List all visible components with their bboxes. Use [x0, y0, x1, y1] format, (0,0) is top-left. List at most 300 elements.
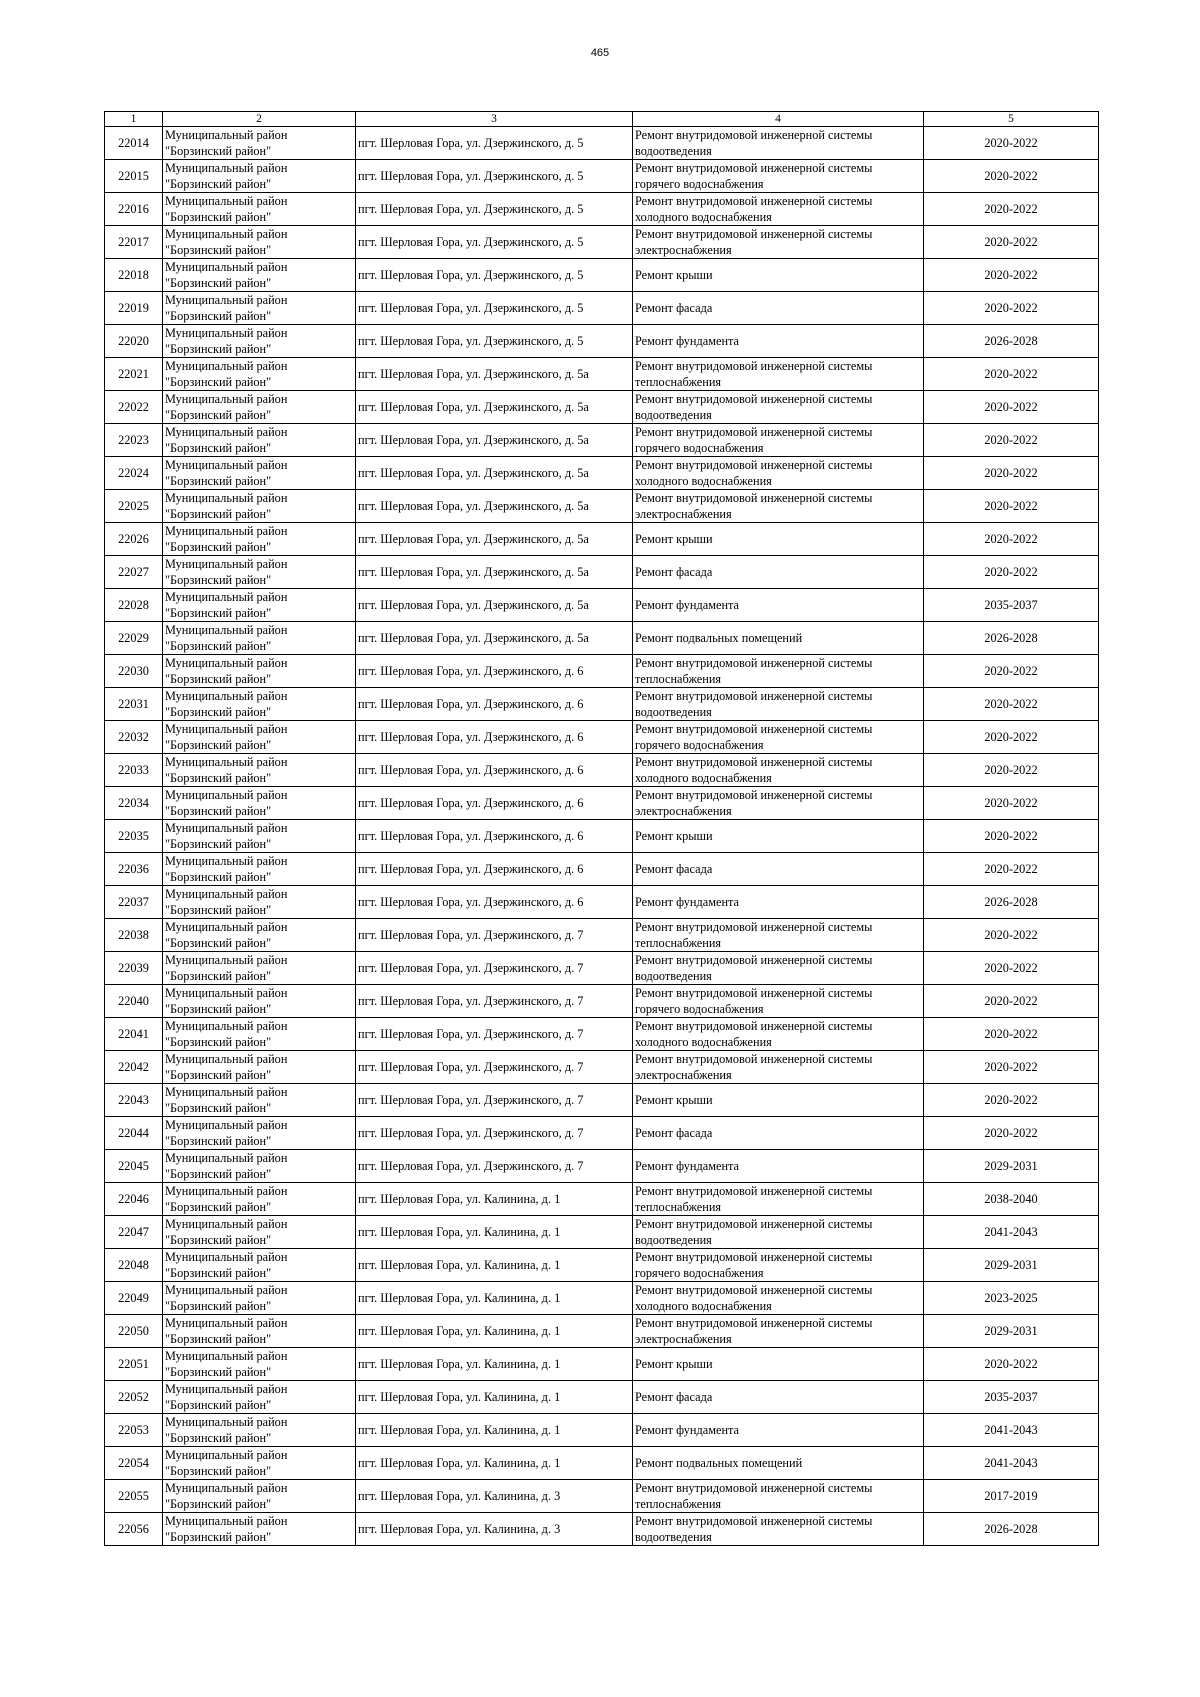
municipality-cell	[163, 391, 356, 424]
address-cell: пгт. Шерловая Гора, ул. Дзержинского, д. 6	[356, 853, 633, 886]
municipality-line-1: Муниципальный район	[165, 854, 288, 868]
municipality-line-1: Муниципальный район	[165, 1184, 288, 1198]
period-cell: 2029-2031	[924, 1249, 1099, 1282]
municipality-line-2: "Борзинский район"	[165, 1398, 272, 1412]
work-type-line-2: теплоснабжения	[635, 1497, 722, 1511]
work-type-line-1: Ремонт внутридомовой инженерной системы	[635, 1250, 873, 1264]
work-type-line-2: электроснабжения	[635, 243, 732, 257]
work-type-line-1: Ремонт фундамента	[635, 1159, 740, 1173]
table-row	[105, 259, 1099, 292]
address-cell: пгт. Шерловая Гора, ул. Дзержинского, д. 5	[356, 193, 633, 226]
row-number-cell: 22026	[105, 523, 163, 556]
address-cell: пгт. Шерловая Гора, ул. Калинина, д. 1	[356, 1447, 633, 1480]
work-type-line-1: Ремонт крыши	[635, 268, 713, 282]
work-type-cell	[633, 1381, 924, 1414]
table-row	[105, 1183, 1099, 1216]
municipality-line-2: "Борзинский район"	[165, 210, 272, 224]
period-cell: 2038-2040	[924, 1183, 1099, 1216]
row-number-cell: 22050	[105, 1315, 163, 1348]
address-cell: пгт. Шерловая Гора, ул. Калинина, д. 1	[356, 1183, 633, 1216]
municipality-cell	[163, 1348, 356, 1381]
address-cell: пгт. Шерловая Гора, ул. Дзержинского, д. 5	[356, 127, 633, 160]
municipality-cell	[163, 1249, 356, 1282]
table-row	[105, 886, 1099, 919]
period-cell: 2020-2022	[924, 952, 1099, 985]
municipality-line-1: Муниципальный район	[165, 326, 288, 340]
work-type-line-1: Ремонт внутридомовой инженерной системы	[635, 1217, 873, 1231]
work-type-line-2: электроснабжения	[635, 1068, 732, 1082]
work-type-cell	[633, 688, 924, 721]
municipality-line-1: Муниципальный район	[165, 1217, 288, 1231]
work-type-cell	[633, 721, 924, 754]
municipality-line-2: "Борзинский район"	[165, 738, 272, 752]
municipality-cell	[163, 1117, 356, 1150]
work-type-line-1: Ремонт внутридомовой инженерной системы	[635, 491, 873, 505]
municipality-line-2: "Борзинский район"	[165, 408, 272, 422]
municipality-cell	[163, 358, 356, 391]
municipality-cell	[163, 1150, 356, 1183]
column-header-1: 1	[105, 112, 163, 127]
municipality-line-1: Муниципальный район	[165, 1250, 288, 1264]
work-type-cell	[633, 853, 924, 886]
work-type-cell	[633, 127, 924, 160]
municipality-cell	[163, 424, 356, 457]
municipality-line-2: "Борзинский район"	[165, 1233, 272, 1247]
work-type-line-1: Ремонт внутридомовой инженерной системы	[635, 755, 873, 769]
work-type-cell	[633, 226, 924, 259]
table-row	[105, 688, 1099, 721]
work-type-line-1: Ремонт крыши	[635, 532, 713, 546]
work-type-line-2: горячего водоснабжения	[635, 441, 764, 455]
municipality-line-1: Муниципальный район	[165, 1316, 288, 1330]
work-type-line-1: Ремонт внутридомовой инженерной системы	[635, 458, 873, 472]
column-header-3: 3	[356, 112, 633, 127]
period-cell: 2020-2022	[924, 490, 1099, 523]
municipality-line-2: "Борзинский район"	[165, 375, 272, 389]
address-cell: пгт. Шерловая Гора, ул. Дзержинского, д. 6	[356, 655, 633, 688]
period-cell: 2020-2022	[924, 1348, 1099, 1381]
table-row	[105, 1315, 1099, 1348]
period-cell: 2020-2022	[924, 226, 1099, 259]
row-number-cell: 22049	[105, 1282, 163, 1315]
period-cell: 2020-2022	[924, 523, 1099, 556]
table-row	[105, 292, 1099, 325]
municipality-line-1: Муниципальный район	[165, 1481, 288, 1495]
work-type-cell	[633, 292, 924, 325]
address-cell: пгт. Шерловая Гора, ул. Дзержинского, д. 5	[356, 226, 633, 259]
address-cell: пгт. Шерловая Гора, ул. Дзержинского, д. 7	[356, 1150, 633, 1183]
municipality-line-2: "Борзинский район"	[165, 243, 272, 257]
municipality-line-1: Муниципальный район	[165, 1415, 288, 1429]
municipality-cell	[163, 325, 356, 358]
work-type-line-1: Ремонт внутридомовой инженерной системы	[635, 1184, 873, 1198]
row-number-cell: 22030	[105, 655, 163, 688]
municipality-cell	[163, 952, 356, 985]
municipality-line-1: Муниципальный район	[165, 1052, 288, 1066]
work-type-line-2: холодного водоснабжения	[635, 210, 772, 224]
work-type-line-1: Ремонт фасада	[635, 1126, 713, 1140]
table-row	[105, 325, 1099, 358]
work-type-line-1: Ремонт внутридомовой инженерной системы	[635, 194, 873, 208]
address-cell: пгт. Шерловая Гора, ул. Дзержинского, д. 5а	[356, 391, 633, 424]
municipality-line-1: Муниципальный район	[165, 1085, 288, 1099]
period-cell: 2020-2022	[924, 1117, 1099, 1150]
period-cell: 2020-2022	[924, 820, 1099, 853]
work-type-cell	[633, 1183, 924, 1216]
municipality-line-2: "Борзинский район"	[165, 606, 272, 620]
municipality-cell	[163, 1513, 356, 1546]
row-number-cell: 22025	[105, 490, 163, 523]
work-type-cell	[633, 1348, 924, 1381]
table-row	[105, 1051, 1099, 1084]
work-type-cell	[633, 787, 924, 820]
period-cell: 2020-2022	[924, 259, 1099, 292]
address-cell: пгт. Шерловая Гора, ул. Дзержинского, д. 5а	[356, 622, 633, 655]
table-row	[105, 754, 1099, 787]
municipality-cell	[163, 259, 356, 292]
work-type-cell	[633, 1480, 924, 1513]
municipality-line-2: "Борзинский район"	[165, 969, 272, 983]
address-cell: пгт. Шерловая Гора, ул. Дзержинского, д. 6	[356, 886, 633, 919]
work-type-line-1: Ремонт фасада	[635, 862, 713, 876]
municipality-line-1: Муниципальный район	[165, 227, 288, 241]
period-cell: 2041-2043	[924, 1414, 1099, 1447]
municipality-cell	[163, 787, 356, 820]
work-type-line-1: Ремонт внутридомовой инженерной системы	[635, 1481, 873, 1495]
municipality-line-2: "Борзинский район"	[165, 705, 272, 719]
row-number-cell: 22019	[105, 292, 163, 325]
table-row	[105, 1117, 1099, 1150]
table-row	[105, 919, 1099, 952]
table-row	[105, 622, 1099, 655]
municipality-line-1: Муниципальный район	[165, 590, 288, 604]
table-row	[105, 457, 1099, 490]
period-cell: 2020-2022	[924, 754, 1099, 787]
address-cell: пгт. Шерловая Гора, ул. Дзержинского, д. 5а	[356, 523, 633, 556]
municipality-cell	[163, 886, 356, 919]
municipality-line-1: Муниципальный район	[165, 392, 288, 406]
period-cell: 2020-2022	[924, 688, 1099, 721]
municipality-line-1: Муниципальный район	[165, 623, 288, 637]
work-type-line-1: Ремонт внутридомовой инженерной системы	[635, 161, 873, 175]
work-type-cell	[633, 457, 924, 490]
row-number-cell: 22041	[105, 1018, 163, 1051]
period-cell: 2029-2031	[924, 1315, 1099, 1348]
row-number-cell: 22020	[105, 325, 163, 358]
address-cell: пгт. Шерловая Гора, ул. Дзержинского, д. 7	[356, 1117, 633, 1150]
work-type-cell	[633, 985, 924, 1018]
work-type-line-1: Ремонт фасада	[635, 301, 713, 315]
work-type-line-1: Ремонт внутридомовой инженерной системы	[635, 920, 873, 934]
municipality-line-2: "Борзинский район"	[165, 1497, 272, 1511]
work-type-line-1: Ремонт крыши	[635, 1093, 713, 1107]
municipality-line-2: "Борзинский район"	[165, 1530, 272, 1544]
work-type-cell	[633, 160, 924, 193]
address-cell: пгт. Шерловая Гора, ул. Дзержинского, д. 6	[356, 688, 633, 721]
work-type-cell	[633, 358, 924, 391]
period-cell: 2020-2022	[924, 985, 1099, 1018]
work-type-cell	[633, 1249, 924, 1282]
row-number-cell: 22037	[105, 886, 163, 919]
municipality-cell	[163, 160, 356, 193]
municipality-cell	[163, 1216, 356, 1249]
table-row	[105, 1282, 1099, 1315]
municipality-line-1: Муниципальный район	[165, 425, 288, 439]
municipality-cell	[163, 655, 356, 688]
work-type-line-1: Ремонт фасада	[635, 1390, 713, 1404]
work-type-cell	[633, 622, 924, 655]
address-cell: пгт. Шерловая Гора, ул. Дзержинского, д. 5а	[356, 358, 633, 391]
municipality-line-1: Муниципальный район	[165, 788, 288, 802]
table-row	[105, 490, 1099, 523]
municipality-line-1: Муниципальный район	[165, 293, 288, 307]
table-row	[105, 1381, 1099, 1414]
address-cell: пгт. Шерловая Гора, ул. Калинина, д. 1	[356, 1216, 633, 1249]
address-cell: пгт. Шерловая Гора, ул. Дзержинского, д. 5а	[356, 424, 633, 457]
work-type-cell	[633, 193, 924, 226]
address-cell: пгт. Шерловая Гора, ул. Дзержинского, д. 5	[356, 259, 633, 292]
row-number-cell: 22051	[105, 1348, 163, 1381]
municipality-line-2: "Борзинский район"	[165, 903, 272, 917]
table-row	[105, 556, 1099, 589]
row-number-cell: 22021	[105, 358, 163, 391]
municipality-line-1: Муниципальный район	[165, 689, 288, 703]
municipality-line-2: "Борзинский район"	[165, 1464, 272, 1478]
address-cell: пгт. Шерловая Гора, ул. Дзержинского, д. 7	[356, 919, 633, 952]
row-number-cell: 22044	[105, 1117, 163, 1150]
municipality-cell	[163, 1480, 356, 1513]
period-cell: 2020-2022	[924, 787, 1099, 820]
municipality-cell	[163, 1315, 356, 1348]
work-type-line-1: Ремонт внутридомовой инженерной системы	[635, 425, 873, 439]
address-cell: пгт. Шерловая Гора, ул. Дзержинского, д. 5	[356, 325, 633, 358]
municipality-line-1: Муниципальный район	[165, 161, 288, 175]
municipality-line-2: "Борзинский район"	[165, 1035, 272, 1049]
period-cell: 2023-2025	[924, 1282, 1099, 1315]
address-cell: пгт. Шерловая Гора, ул. Дзержинского, д. 7	[356, 1018, 633, 1051]
address-cell: пгт. Шерловая Гора, ул. Дзержинского, д. 5	[356, 292, 633, 325]
table-row	[105, 1150, 1099, 1183]
municipality-line-1: Муниципальный район	[165, 1514, 288, 1528]
period-cell: 2020-2022	[924, 853, 1099, 886]
municipality-line-2: "Борзинский район"	[165, 1266, 272, 1280]
row-number-cell: 22046	[105, 1183, 163, 1216]
row-number-cell: 22053	[105, 1414, 163, 1447]
municipality-line-2: "Борзинский район"	[165, 771, 272, 785]
period-cell: 2020-2022	[924, 193, 1099, 226]
work-type-cell	[633, 886, 924, 919]
municipality-line-2: "Борзинский район"	[165, 1134, 272, 1148]
municipality-line-1: Муниципальный район	[165, 557, 288, 571]
work-type-cell	[633, 1513, 924, 1546]
work-type-line-1: Ремонт внутридомовой инженерной системы	[635, 656, 873, 670]
address-cell: пгт. Шерловая Гора, ул. Дзержинского, д. 6	[356, 754, 633, 787]
municipality-line-2: "Борзинский район"	[165, 177, 272, 191]
work-type-cell	[633, 1117, 924, 1150]
address-cell: пгт. Шерловая Гора, ул. Дзержинского, д. 7	[356, 1051, 633, 1084]
municipality-line-2: "Борзинский район"	[165, 837, 272, 851]
work-type-line-1: Ремонт фундамента	[635, 334, 740, 348]
work-type-line-1: Ремонт внутридомовой инженерной системы	[635, 1283, 873, 1297]
work-type-line-2: водоотведения	[635, 1233, 712, 1247]
period-cell: 2020-2022	[924, 655, 1099, 688]
column-header-5: 5	[924, 112, 1099, 127]
table-row	[105, 358, 1099, 391]
work-type-cell	[633, 1018, 924, 1051]
address-cell: пгт. Шерловая Гора, ул. Дзержинского, д. 6	[356, 820, 633, 853]
period-cell: 2020-2022	[924, 457, 1099, 490]
address-cell: пгт. Шерловая Гора, ул. Дзержинского, д. 5а	[356, 589, 633, 622]
municipality-line-2: "Борзинский район"	[165, 1332, 272, 1346]
period-cell: 2035-2037	[924, 589, 1099, 622]
municipality-line-1: Муниципальный район	[165, 1019, 288, 1033]
work-type-cell	[633, 325, 924, 358]
municipality-cell	[163, 292, 356, 325]
municipality-cell	[163, 1018, 356, 1051]
municipality-line-1: Муниципальный район	[165, 1151, 288, 1165]
work-type-line-1: Ремонт фундамента	[635, 598, 740, 612]
work-type-line-1: Ремонт внутридомовой инженерной системы	[635, 392, 873, 406]
address-cell: пгт. Шерловая Гора, ул. Дзержинского, д. 5а	[356, 490, 633, 523]
period-cell: 2020-2022	[924, 292, 1099, 325]
row-number-cell: 22047	[105, 1216, 163, 1249]
municipality-line-2: "Борзинский район"	[165, 804, 272, 818]
column-header-4: 4	[633, 112, 924, 127]
work-type-line-1: Ремонт внутридомовой инженерной системы	[635, 689, 873, 703]
municipality-line-2: "Борзинский район"	[165, 276, 272, 290]
address-cell: пгт. Шерловая Гора, ул. Калинина, д. 1	[356, 1381, 633, 1414]
row-number-cell: 22036	[105, 853, 163, 886]
municipality-line-2: "Борзинский район"	[165, 1299, 272, 1313]
municipality-line-2: "Борзинский район"	[165, 540, 272, 554]
work-type-line-2: электроснабжения	[635, 1332, 732, 1346]
table-row	[105, 193, 1099, 226]
municipality-line-2: "Борзинский район"	[165, 1002, 272, 1016]
municipality-line-1: Муниципальный район	[165, 458, 288, 472]
period-cell: 2020-2022	[924, 721, 1099, 754]
municipality-cell	[163, 985, 356, 1018]
work-type-cell	[633, 952, 924, 985]
work-type-line-1: Ремонт подвальных помещений	[635, 631, 803, 645]
row-number-cell: 22032	[105, 721, 163, 754]
municipality-cell	[163, 490, 356, 523]
municipality-line-1: Муниципальный район	[165, 887, 288, 901]
municipality-cell	[163, 556, 356, 589]
table-row	[105, 1348, 1099, 1381]
period-cell: 2026-2028	[924, 1513, 1099, 1546]
table-row	[105, 226, 1099, 259]
work-type-line-1: Ремонт фасада	[635, 565, 713, 579]
period-cell: 2041-2043	[924, 1447, 1099, 1480]
address-cell: пгт. Шерловая Гора, ул. Калинина, д. 1	[356, 1249, 633, 1282]
period-cell: 2029-2031	[924, 1150, 1099, 1183]
row-number-cell: 22056	[105, 1513, 163, 1546]
address-cell: пгт. Шерловая Гора, ул. Дзержинского, д. 5а	[356, 556, 633, 589]
column-header-2: 2	[163, 112, 356, 127]
municipality-cell	[163, 226, 356, 259]
municipality-line-1: Муниципальный район	[165, 821, 288, 835]
address-cell: пгт. Шерловая Гора, ул. Калинина, д. 1	[356, 1414, 633, 1447]
work-type-line-1: Ремонт внутридомовой инженерной системы	[635, 788, 873, 802]
row-number-cell: 22048	[105, 1249, 163, 1282]
address-cell: пгт. Шерловая Гора, ул. Калинина, д. 3	[356, 1513, 633, 1546]
period-cell: 2020-2022	[924, 919, 1099, 952]
table-row	[105, 787, 1099, 820]
address-cell: пгт. Шерловая Гора, ул. Калинина, д. 1	[356, 1282, 633, 1315]
work-type-line-1: Ремонт крыши	[635, 829, 713, 843]
row-number-cell: 22054	[105, 1447, 163, 1480]
work-type-line-1: Ремонт крыши	[635, 1357, 713, 1371]
address-cell: пгт. Шерловая Гора, ул. Калинина, д. 1	[356, 1348, 633, 1381]
table-row	[105, 1216, 1099, 1249]
municipality-line-2: "Борзинский район"	[165, 1068, 272, 1082]
work-type-cell	[633, 1414, 924, 1447]
municipality-line-1: Муниципальный район	[165, 524, 288, 538]
municipality-line-2: "Борзинский район"	[165, 1431, 272, 1445]
row-number-cell: 22024	[105, 457, 163, 490]
row-number-cell: 22027	[105, 556, 163, 589]
work-type-line-2: теплоснабжения	[635, 1200, 722, 1214]
municipality-cell	[163, 193, 356, 226]
municipality-line-2: "Борзинский район"	[165, 1167, 272, 1181]
work-type-line-2: горячего водоснабжения	[635, 177, 764, 191]
row-number-cell: 22017	[105, 226, 163, 259]
work-type-line-1: Ремонт внутридомовой инженерной системы	[635, 227, 873, 241]
municipality-cell	[163, 127, 356, 160]
period-cell: 2020-2022	[924, 358, 1099, 391]
municipality-cell	[163, 457, 356, 490]
work-type-cell	[633, 556, 924, 589]
work-type-line-1: Ремонт внутридомовой инженерной системы	[635, 1052, 873, 1066]
table-row	[105, 952, 1099, 985]
municipality-line-2: "Борзинский район"	[165, 639, 272, 653]
municipality-line-1: Муниципальный район	[165, 1448, 288, 1462]
municipality-line-1: Муниципальный район	[165, 491, 288, 505]
municipality-cell	[163, 622, 356, 655]
work-type-line-2: холодного водоснабжения	[635, 474, 772, 488]
municipality-cell	[163, 721, 356, 754]
municipality-cell	[163, 1051, 356, 1084]
municipality-cell	[163, 919, 356, 952]
table-row	[105, 1084, 1099, 1117]
row-number-cell: 22033	[105, 754, 163, 787]
work-type-cell	[633, 754, 924, 787]
work-type-line-2: теплоснабжения	[635, 672, 722, 686]
table-row	[105, 391, 1099, 424]
table-row	[105, 1249, 1099, 1282]
work-type-line-1: Ремонт внутридомовой инженерной системы	[635, 1019, 873, 1033]
table-row	[105, 589, 1099, 622]
municipality-cell	[163, 688, 356, 721]
work-type-cell	[633, 424, 924, 457]
municipality-line-1: Муниципальный район	[165, 1382, 288, 1396]
period-cell: 2026-2028	[924, 886, 1099, 919]
municipality-cell	[163, 1447, 356, 1480]
work-type-line-1: Ремонт внутридомовой инженерной системы	[635, 359, 873, 373]
table-row	[105, 721, 1099, 754]
work-type-cell	[633, 1084, 924, 1117]
municipality-cell	[163, 820, 356, 853]
municipality-cell	[163, 1183, 356, 1216]
municipality-line-2: "Борзинский район"	[165, 441, 272, 455]
municipality-line-2: "Борзинский район"	[165, 1200, 272, 1214]
municipality-line-2: "Борзинский район"	[165, 870, 272, 884]
page-number: 465	[590, 47, 610, 59]
municipality-line-2: "Борзинский район"	[165, 309, 272, 323]
work-type-line-2: водоотведения	[635, 705, 712, 719]
table-body	[105, 112, 1099, 1546]
row-number-cell: 22055	[105, 1480, 163, 1513]
